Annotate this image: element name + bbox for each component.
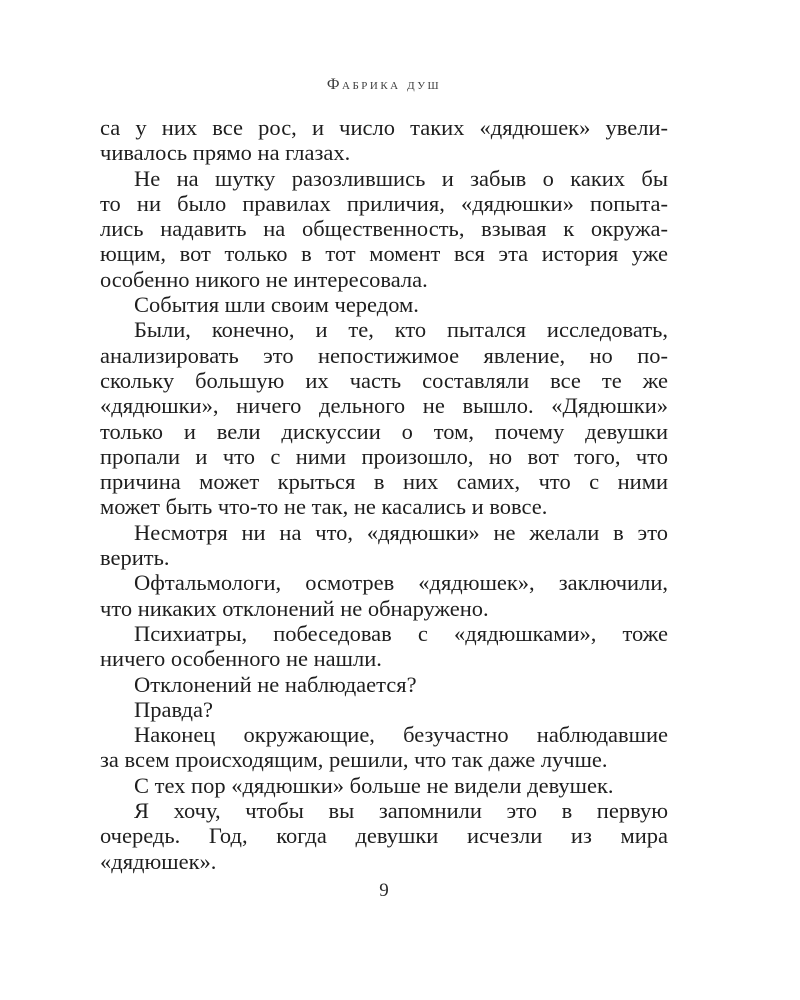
paragraph — [100, 520, 668, 571]
text-line: верить. — [100, 545, 170, 571]
text-line: Отклонений не наблюдается? — [134, 671, 417, 697]
paragraph — [100, 697, 668, 722]
text-line: ющим, вот только в тот момент вся эта история уже — [100, 241, 668, 267]
paragraph — [100, 292, 668, 317]
text-line: анализировать это непостижимое явление, но по- — [100, 342, 668, 368]
text-line: за всем происходящим, решили, что так даже лучше. — [100, 747, 608, 773]
paragraph — [100, 798, 668, 874]
text-line: Я хочу, чтобы вы запомнили это в первую — [134, 798, 668, 824]
text-line: очередь. Год, когда девушки исчезли из мира — [100, 823, 668, 849]
text-line: может быть что-то не так, не касались и вовсе. — [100, 494, 548, 520]
text-line: только и вели дискуссии о том, почему девушки — [100, 418, 668, 444]
text-line: «дядюшки», ничего дельного не вышло. «Дядюшки» — [100, 393, 668, 419]
text-line: «дядюшек». — [100, 848, 217, 874]
text-line: ничего особенного не нашли. — [100, 646, 382, 672]
paragraph — [100, 621, 668, 672]
text-line: особенно никого не интересовала. — [100, 266, 428, 292]
paragraph — [100, 317, 668, 519]
text-line: Психиатры, побеседовав с «дядюшками», тоже — [134, 620, 668, 646]
paragraph — [100, 773, 668, 798]
text-line: чивалось прямо на глазах. — [100, 140, 351, 166]
text-block — [100, 115, 668, 874]
text-line: Правда? — [134, 696, 213, 722]
text-line: са у них все рос, и число таких «дядюшек» увели- — [100, 115, 668, 140]
text-line: Офтальмологи, осмотрев «дядюшек», заключили, — [134, 570, 668, 596]
page-number: 9 — [379, 880, 389, 901]
text-line: то ни было правилах приличия, «дядюшки» попыта- — [100, 190, 668, 216]
text-line: Несмотря ни на что, «дядюшки» не желали в это — [134, 519, 668, 545]
paragraph — [100, 115, 668, 166]
text-line: Не на шутку разозлившись и забыв о каких бы — [134, 165, 668, 191]
text-line: События шли своим чередом. — [134, 292, 419, 318]
paragraph — [100, 672, 668, 697]
paragraph — [100, 570, 668, 621]
text-line: С тех пор «дядюшки» больше не видели девушек. — [134, 772, 614, 798]
text-line: лись надавить на общественность, взывая к окружа- — [100, 216, 668, 242]
text-line: пропали и что с ними произошло, но вот того, что — [100, 443, 668, 469]
text-line: скольку большую их часть составляли все те же — [100, 367, 668, 393]
paragraph — [100, 722, 668, 773]
paragraph — [100, 166, 668, 292]
text-line: Наконец окружающие, безучастно наблюдавшие — [134, 722, 668, 748]
text-line: что никаких отклонений не обнаружено. — [100, 595, 489, 621]
running-header: Фабрика душ — [326, 76, 442, 93]
text-line: причина может крыться в них самих, что с ними — [100, 469, 668, 495]
text-line: Были, конечно, и те, кто пытался исследовать, — [134, 317, 668, 343]
